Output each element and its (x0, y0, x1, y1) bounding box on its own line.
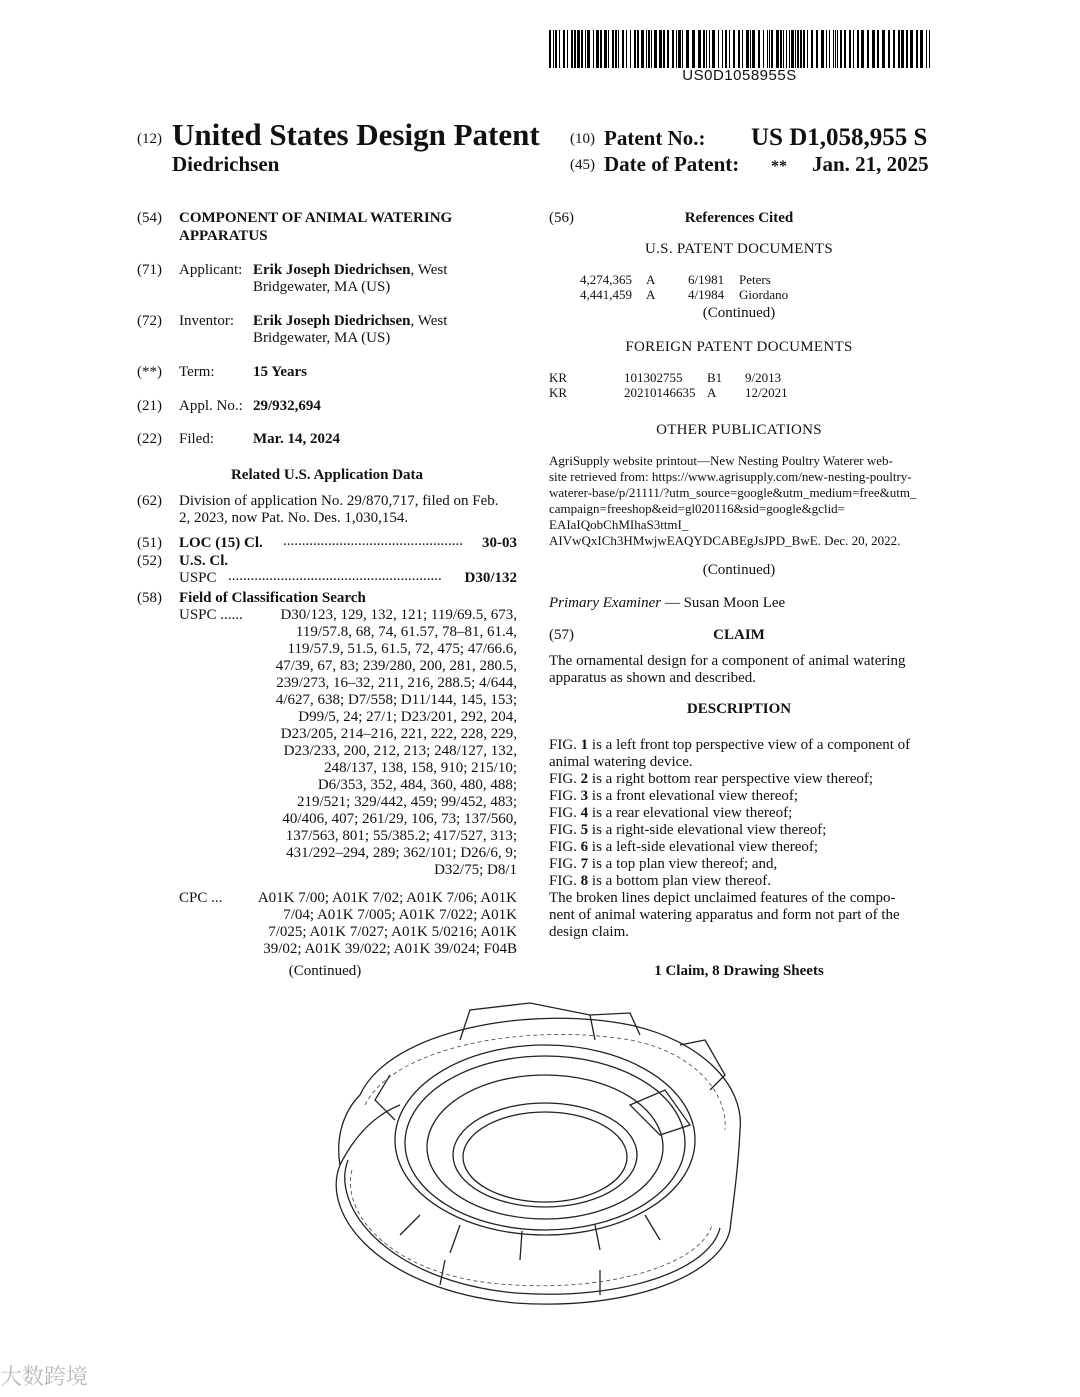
code-57: (57) (549, 627, 574, 643)
barcode-bar (733, 30, 735, 68)
barcode-bar (877, 30, 879, 68)
claim-heading: CLAIM (713, 627, 765, 643)
foreign-doc-kind: A (707, 385, 717, 400)
barcode-bar (637, 30, 639, 68)
foreign-doc-date: 12/2021 (745, 385, 788, 400)
inventor-line-1 (253, 313, 447, 330)
description-text: is a front elevational view thereof; (588, 788, 799, 804)
barcode-bar (706, 30, 707, 68)
barcode-bar (797, 30, 799, 68)
description-line (549, 771, 931, 788)
search-cpc-list (230, 890, 517, 958)
barcode-bar (712, 30, 715, 68)
code-58: (58) (137, 590, 162, 606)
barcode-bar (722, 30, 723, 68)
applicant-city: , West (410, 262, 448, 278)
barcode-bar (837, 30, 838, 68)
barcode-bar (920, 30, 923, 68)
publication-line: campaign=freeshop&eid=gl020116&sid=google&gclid= (549, 501, 846, 516)
barcode-bar (615, 30, 617, 68)
barcode-bar (742, 30, 743, 68)
description-text: The broken lines depict unclaimed features of the compo- (549, 890, 896, 906)
barcode-bar (811, 30, 813, 68)
description-num: 4 (580, 805, 589, 821)
description-num: 7 (580, 856, 589, 872)
uspc-class-line: D99/5, 24; 27/1; D23/201, 292, 204, (298, 709, 517, 725)
barcode-bar (795, 30, 796, 68)
code-72: (72) (137, 313, 162, 329)
description-text: animal watering device. (549, 754, 693, 770)
foreign-doc-country: KR (549, 370, 568, 385)
description-pre: FIG. (549, 873, 581, 889)
description-line (549, 822, 931, 839)
examiner-label: Primary Examiner (549, 595, 662, 611)
uspc-class-line: D30/123, 129, 132, 121; 119/69.5, 673, (280, 607, 517, 623)
barcode-bar (618, 30, 619, 68)
barcode-bar (725, 30, 727, 68)
us-cl-label: U.S. Cl. (179, 553, 229, 569)
title-line-1: COMPONENT OF ANIMAL WATERING (179, 210, 453, 226)
description-line (549, 856, 931, 873)
other-pubs-continued: (Continued) (702, 562, 776, 578)
examiner-name: — Susan Moon Lee (664, 595, 786, 611)
barcode-bar (844, 30, 846, 68)
term-label: Term: (179, 364, 215, 380)
design-drawing (300, 985, 760, 1320)
inventor-label: Inventor: (179, 313, 234, 329)
barcode-bar (926, 30, 927, 68)
description-line (549, 907, 931, 924)
barcode-bar (718, 30, 719, 68)
description-num: 6 (580, 839, 589, 855)
barcode-bar (703, 30, 705, 68)
barcode-bar (835, 30, 836, 68)
code-52: (52) (137, 553, 162, 569)
claim-line: apparatus as shown and described. (549, 670, 757, 686)
document-title: United States Design Patent (172, 117, 540, 152)
cpc-class-line: 7/04; A01K 7/005; A01K 7/022; A01K (283, 907, 517, 923)
barcode-bar (800, 30, 802, 68)
loc-dots: ................................................ (283, 533, 463, 549)
barcode-bar (612, 30, 614, 68)
barcode-bar (867, 30, 869, 68)
description-num: 2 (580, 771, 589, 787)
description-text: is a left-side elevational view thereof; (588, 839, 819, 855)
barcode-bar (910, 30, 913, 68)
barcode-bar (604, 30, 607, 68)
cpc-class-line: 7/025; A01K 7/027; A01K 5/0216; A01K (268, 924, 517, 940)
barcode-bar (857, 30, 859, 68)
publication-line: EAIaIQobChMIhaS3ttmI_ (549, 517, 689, 532)
barcode-bar (853, 30, 854, 68)
uspc-label: USPC (179, 570, 217, 586)
applicant-label: Applicant: (179, 262, 243, 278)
barcode-bar (549, 30, 551, 68)
barcode-bar (663, 30, 665, 68)
uspc-class-line: D23/233, 200, 212, 213; 248/127, 132, (283, 743, 517, 759)
us-doc-kind: A (646, 272, 656, 287)
uspc-class-line: 219/521; 329/442, 459; 99/452, 483; (296, 794, 517, 810)
publication-line: AgriSupply website printout—New Nesting Poultry Waterer web- (549, 453, 893, 468)
description-text: is a rear elevational view thereof; (588, 805, 793, 821)
code-22: (22) (137, 431, 162, 447)
barcode-bar (634, 30, 636, 68)
claim-line: The ornamental design for a component of animal watering (549, 653, 906, 669)
barcode-bar (698, 30, 701, 68)
us-docs-continued: (Continued) (702, 305, 776, 321)
barcode-bar (682, 30, 683, 68)
barcode-bar (630, 30, 631, 68)
barcode-bar (581, 30, 583, 68)
description-text: is a right bottom rear perspective view thereof; (588, 771, 874, 787)
barcode-bar (622, 30, 624, 68)
barcode-bar (626, 30, 627, 68)
barcode-bar (901, 30, 904, 68)
loc-value: 30-03 (482, 535, 517, 551)
barcode-bar (807, 30, 808, 68)
barcode-bar (659, 30, 662, 68)
description-num: 3 (580, 788, 589, 804)
barcode-bar (574, 30, 576, 68)
claim-text (549, 653, 931, 687)
barcode-bar (672, 30, 674, 68)
us-doc-row (580, 287, 880, 302)
description-line (549, 873, 931, 890)
code-51: (51) (137, 535, 162, 551)
barcode-bar (771, 30, 773, 68)
description-line (549, 737, 931, 754)
barcode-bar (651, 30, 652, 68)
description-line (549, 839, 931, 856)
barcode-bar (608, 30, 609, 68)
filed-label: Filed: (179, 431, 215, 447)
other-pubs-heading: OTHER PUBLICATIONS (656, 422, 822, 438)
date-label: Date of Patent: (604, 152, 740, 176)
claims-sheets: 1 Claim, 8 Drawing Sheets (654, 963, 824, 979)
code-62: (62) (137, 493, 162, 509)
cpc-class-line: 39/02; A01K 39/022; A01K 39/024; F04B (263, 941, 517, 957)
barcode-bar (906, 30, 908, 68)
description-num: 5 (580, 822, 589, 838)
patent-number: US D1,058,955 S (751, 124, 928, 151)
barcode-bar (789, 30, 790, 68)
barcode-number: US0D1058955S (682, 67, 797, 84)
division-line-2: 2, 2023, now Pat. No. Des. 1,030,154. (179, 510, 409, 526)
barcode-bar (767, 30, 768, 68)
barcode-bar (593, 30, 594, 68)
foreign-docs-list (549, 370, 849, 400)
search-continued: (Continued) (288, 963, 362, 979)
barcode-bar (829, 30, 830, 68)
barcode-bar (821, 30, 824, 68)
barcode-bar (833, 30, 834, 68)
uspc-class-line: 239/273, 16–32, 211, 216, 288.5; 4/644, (276, 675, 517, 691)
barcode-bar (729, 30, 730, 68)
inventor-line-2: Bridgewater, MA (US) (253, 330, 391, 346)
barcode-bar (577, 30, 580, 68)
appl-no-value: 29/932,694 (253, 398, 321, 414)
uspc-class-line: 47/39, 67, 83; 239/280, 200, 281, 280.5, (275, 658, 517, 674)
uspc-value: D30/132 (464, 570, 517, 586)
description-pre: FIG. (549, 737, 581, 753)
title-line-2: APPARATUS (179, 228, 268, 244)
barcode-bar (738, 30, 740, 68)
uspc-class-line: 40/406, 407; 261/29, 106, 73; 137/560, (282, 811, 517, 827)
division-line-1: Division of application No. 29/870,717, filed on Feb. (179, 493, 499, 509)
barcode-bar (585, 30, 586, 68)
code-45: (45) (570, 157, 595, 173)
applicant-line-2: Bridgewater, MA (US) (253, 279, 391, 295)
barcode-bar (861, 30, 864, 68)
description-pre: FIG. (549, 839, 581, 855)
description-num: 8 (580, 873, 589, 889)
us-doc-kind: A (646, 287, 656, 302)
barcode-bar (791, 30, 794, 68)
description-heading: DESCRIPTION (686, 701, 792, 717)
description-num: 1 (580, 737, 589, 753)
publication-line: site retrieved from: https://www.agrisupply.com/new-nesting-poultry- (549, 469, 912, 484)
barcode-bar (898, 30, 900, 68)
barcode-bar (882, 30, 885, 68)
related-heading: Related U.S. Application Data (230, 467, 424, 483)
barcode-bar (840, 30, 842, 68)
barcode-bar (600, 30, 602, 68)
foreign-doc-row (549, 385, 849, 400)
barcode-bar (888, 30, 890, 68)
uspc-class-line: 248/137, 138, 158, 910; 215/10; (324, 760, 517, 776)
foreign-doc-kind: B1 (707, 370, 723, 385)
search-uspc-list (230, 607, 517, 879)
barcode-bar (816, 30, 818, 68)
barcode-bar (776, 30, 779, 68)
uspc-dots: ......................................................... (228, 568, 442, 584)
examiner (549, 595, 785, 612)
uspc-class-line: 137/563, 801; 55/385.2; 417/527, 313; (285, 828, 517, 844)
code-56: (56) (549, 210, 574, 226)
us-doc-row (580, 272, 880, 287)
us-doc-date: 4/1984 (688, 287, 725, 302)
description-pre: FIG. (549, 805, 581, 821)
barcode-bar (872, 30, 875, 68)
barcode-bar (692, 30, 695, 68)
barcode-bar (676, 30, 677, 68)
watermark: 大数跨境 (0, 1365, 89, 1390)
description-line (549, 788, 931, 805)
barcode-bar (769, 30, 770, 68)
description-line (549, 805, 931, 822)
barcode-bar (929, 30, 930, 68)
code-term: (**) (137, 364, 162, 380)
barcode-bar (571, 30, 573, 68)
uspc-class-line: 431/292–294, 289; 362/101; D26/6, 9; (286, 845, 517, 861)
uspc-class-line: D6/353, 352, 484, 360, 480, 488; (317, 777, 517, 793)
barcode-bar (763, 30, 764, 68)
barcode-bar (563, 30, 565, 68)
description-pre: FIG. (549, 856, 581, 872)
uspc-class-line: D32/75; D8/1 (434, 862, 517, 878)
description-text: is a right-side elevational view thereof; (588, 822, 827, 838)
references-heading: References Cited (684, 210, 794, 226)
us-docs-list (580, 272, 880, 302)
description-text: is a left front top perspective view of a component of (588, 737, 911, 753)
barcode-bar (641, 30, 644, 68)
description-text: nent of animal watering apparatus and form not part of the (549, 907, 900, 923)
description-pre: FIG. (549, 788, 581, 804)
code-21: (21) (137, 398, 162, 414)
uspc-class-line: 4/627, 638; D7/558; D11/144, 145, 153; (275, 692, 517, 708)
uspc-class-line: D23/205, 214–216, 221, 222, 228, 229, (280, 726, 517, 742)
appl-no-label: Appl. No.: (179, 398, 243, 414)
description-line (549, 924, 931, 941)
barcode-bar (780, 30, 782, 68)
code-54: (54) (137, 210, 162, 226)
barcode-bar (752, 30, 755, 68)
barcode-bar (783, 30, 784, 68)
foreign-doc-number: 101302755 (624, 370, 683, 385)
us-docs-heading: U.S. PATENT DOCUMENTS (645, 241, 833, 257)
description-pre: FIG. (549, 822, 581, 838)
loc-label: LOC (15) Cl. (179, 535, 263, 551)
barcode-bar (596, 30, 599, 68)
uspc-class-line: 119/57.9, 51.5, 61.5, 72, 475; 47/66.6, (287, 641, 517, 657)
publication-line: AIVwQxICh3HMwjwEAQYDCABEgJsJPD_BwE. Dec. 20, 2022. (549, 533, 901, 548)
description-line (549, 754, 931, 771)
us-doc-name: Peters (739, 272, 771, 287)
filed-value: Mar. 14, 2024 (253, 431, 340, 447)
foreign-doc-row (549, 370, 849, 385)
barcode-bar (709, 30, 710, 68)
barcode-bar (553, 30, 554, 68)
inventor-surname: Diedrichsen (172, 152, 280, 176)
cpc-class-line: A01K 7/00; A01K 7/02; A01K 7/06; A01K (257, 890, 517, 906)
description-text: is a bottom plan view thereof. (588, 873, 772, 889)
barcode-bar (654, 30, 657, 68)
barcode-bar (559, 30, 560, 68)
barcode-bar (678, 30, 681, 68)
code-12: (12) (137, 131, 162, 147)
code-71: (71) (137, 262, 162, 278)
search-cpc-label: CPC ... (179, 890, 223, 906)
us-doc-number: 4,441,459 (580, 287, 632, 302)
barcode-bar (750, 30, 751, 68)
barcode-bar (803, 30, 805, 68)
barcode-bar (587, 30, 590, 68)
foreign-doc-number: 20210146635 (624, 385, 696, 400)
foreign-doc-date: 9/2013 (745, 370, 782, 385)
description-pre: FIG. (549, 771, 581, 787)
other-pubs-text (549, 453, 931, 549)
barcode-bar (648, 30, 650, 68)
publication-line: waterer-base/p/21111/?utm_source=google&utm_medium=free&utm_ (549, 485, 917, 500)
date-marker: ** (771, 158, 787, 175)
us-doc-number: 4,274,365 (580, 272, 632, 287)
patent-no-label: Patent No.: (604, 126, 706, 150)
barcode-bar (786, 30, 787, 68)
barcode (549, 30, 930, 68)
barcode-bar (555, 30, 557, 68)
us-doc-name: Giordano (739, 287, 789, 302)
description-text (549, 737, 931, 941)
barcode-bar (667, 30, 669, 68)
inventor-city: , West (410, 313, 448, 329)
barcode-bar (893, 30, 895, 68)
uspc-class-line: 119/57.8, 68, 74, 61.57, 78–81, 61.4, (295, 624, 517, 640)
barcode-bar (758, 30, 760, 68)
barcode-bar (849, 30, 851, 68)
foreign-docs-heading: FOREIGN PATENT DOCUMENTS (625, 339, 853, 355)
foreign-doc-country: KR (549, 385, 568, 400)
description-text: is a top plan view thereof; and, (588, 856, 778, 872)
barcode-bar (746, 30, 749, 68)
barcode-bar (686, 30, 689, 68)
applicant-name: Erik Joseph Diedrichsen (253, 262, 411, 278)
barcode-bar (567, 30, 568, 68)
us-doc-date: 6/1981 (688, 272, 725, 287)
description-line (549, 890, 931, 907)
term-value: 15 Years (253, 364, 308, 380)
barcode-bar (916, 30, 918, 68)
date-of-patent: Jan. 21, 2025 (812, 152, 929, 176)
applicant-line-1 (253, 262, 447, 279)
field-search-label: Field of Classification Search (179, 590, 366, 606)
code-10: (10) (570, 131, 595, 147)
description-text: design claim. (549, 924, 629, 940)
search-uspc-label: USPC ...... (179, 607, 243, 623)
inventor-name: Erik Joseph Diedrichsen (253, 313, 411, 329)
barcode-bar (826, 30, 827, 68)
barcode-bar (646, 30, 647, 68)
